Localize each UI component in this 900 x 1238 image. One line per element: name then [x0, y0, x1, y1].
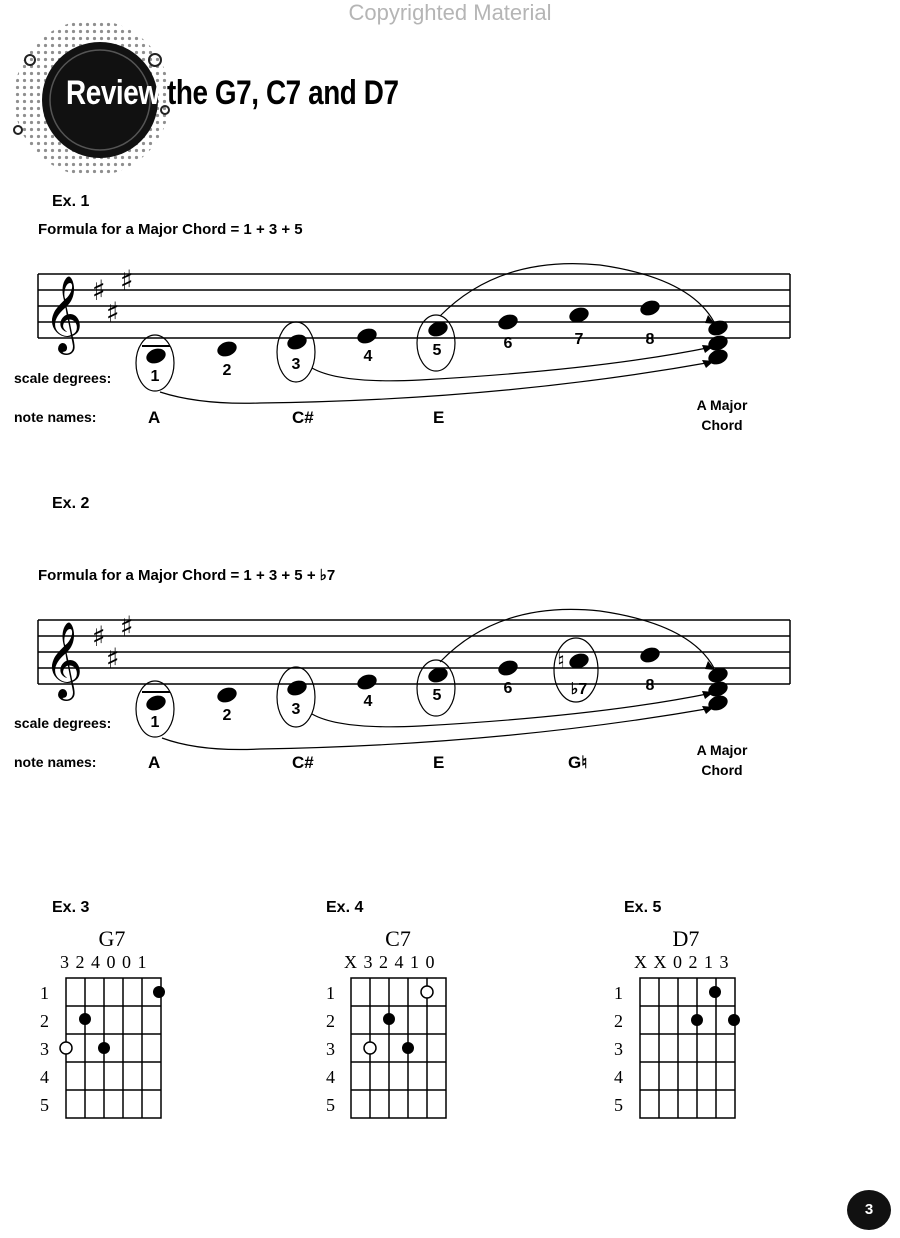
- svg-text:♯: ♯: [106, 642, 120, 675]
- ex1-chord-line1: A Major: [696, 397, 748, 413]
- ex2-chord-line2: Chord: [701, 762, 743, 778]
- c7-fret-2: 2: [326, 1011, 335, 1031]
- ex2-formula: Formula for a Major Chord = 1 + 3 + 5 + ♭7: [38, 567, 336, 584]
- g7-fret-5: 5: [40, 1095, 49, 1115]
- ex1-degree-7: 7: [574, 331, 584, 348]
- ex1-degree-5: 5: [432, 342, 442, 359]
- ex2-degree-4: 4: [363, 693, 373, 710]
- d7-grid: [640, 978, 735, 1118]
- ex1-degree-3: 3: [291, 356, 301, 373]
- ex2-degree-6: 6: [503, 680, 513, 697]
- c7-fret-3: 3: [326, 1039, 335, 1059]
- ex2-name-a: A: [148, 753, 161, 772]
- d7-fret-5: 5: [614, 1095, 623, 1115]
- ex1-scale-label: scale degrees:: [14, 370, 112, 386]
- ex2-degree-1: 1: [150, 714, 160, 731]
- c7-string-marks: X 3 2 4 1 0: [344, 952, 436, 972]
- c7-fret-1: 1: [326, 983, 335, 1003]
- d7-fret-4: 4: [614, 1067, 623, 1087]
- d7-fret-2: 2: [614, 1011, 623, 1031]
- ex2-names-label: note names:: [14, 754, 97, 770]
- ex5-label: Ex. 5: [624, 899, 662, 916]
- ex1-degree-1: 1: [150, 368, 160, 385]
- c7-fret-4: 4: [326, 1067, 335, 1087]
- title-rest: the G7, C7 and D7: [159, 74, 399, 112]
- ex2-scale-label: scale degrees:: [14, 715, 112, 731]
- natural-sign: ♮: [557, 649, 565, 674]
- d7-string-marks: X X 0 2 1 3: [634, 952, 730, 972]
- d7-chord-name: D7: [672, 926, 700, 951]
- ex2-degree-3: 3: [291, 701, 301, 718]
- ex2-name-e: E: [433, 753, 445, 772]
- ex1-chord-line2: Chord: [701, 417, 743, 433]
- c7-fingers: [364, 986, 433, 1054]
- g7-chord-name: G7: [98, 926, 126, 951]
- ex2-name-csharp: C#: [292, 753, 314, 772]
- g7-fret-3: 3: [40, 1039, 49, 1059]
- svg-text:♯: ♯: [92, 274, 106, 307]
- ex2-chord-line1: A Major: [696, 742, 748, 758]
- ex2-degree-8: 8: [645, 677, 655, 694]
- ex1-degree-8: 8: [645, 331, 655, 348]
- g7-fret-1: 1: [40, 983, 49, 1003]
- ex2-degree-7: ♭7: [570, 681, 588, 698]
- ex1-name-a: A: [148, 408, 161, 427]
- ex4-label: Ex. 4: [326, 899, 364, 916]
- ex1-degree-4: 4: [363, 348, 373, 365]
- watermark: Copyrighted Material: [348, 0, 552, 25]
- svg-text:♯: ♯: [92, 620, 106, 653]
- ex3-label: Ex. 3: [52, 899, 90, 916]
- ex2-degree-2: 2: [222, 707, 232, 724]
- g7-string-marks: 3 2 4 0 0 1: [60, 952, 148, 972]
- g7-fingers: [60, 986, 165, 1054]
- svg-text:♯: ♯: [106, 296, 120, 329]
- page-number: 3: [847, 1190, 891, 1230]
- d7-fret-1: 1: [614, 983, 623, 1003]
- ex1-names-label: note names:: [14, 409, 97, 425]
- d7-fret-3: 3: [614, 1039, 623, 1059]
- c7-chord-name: C7: [385, 926, 411, 951]
- g7-fret-2: 2: [40, 1011, 49, 1031]
- ex1-label: Ex. 1: [52, 193, 90, 210]
- treble-clef-2: 𝄞: [44, 621, 84, 698]
- g7-grid: [66, 978, 161, 1118]
- ex1-degree-2: 2: [222, 362, 232, 379]
- ex1-name-e: E: [433, 408, 445, 427]
- ex2-degree-5: 5: [432, 687, 442, 704]
- title-prefix: Review: [66, 74, 160, 112]
- treble-clef: 𝄞: [44, 275, 84, 352]
- ex1-name-csharp: C#: [292, 408, 314, 427]
- g7-fret-4: 4: [40, 1067, 49, 1087]
- ex2-name-gnatural: G♮: [568, 753, 588, 772]
- ex1-formula: Formula for a Major Chord = 1 + 3 + 5: [38, 221, 303, 238]
- ex2-label: Ex. 2: [52, 495, 90, 512]
- svg-text:♯: ♯: [120, 610, 134, 643]
- ex1-degree-6: 6: [503, 335, 513, 352]
- svg-text:♯: ♯: [120, 264, 134, 297]
- c7-fret-5: 5: [326, 1095, 335, 1115]
